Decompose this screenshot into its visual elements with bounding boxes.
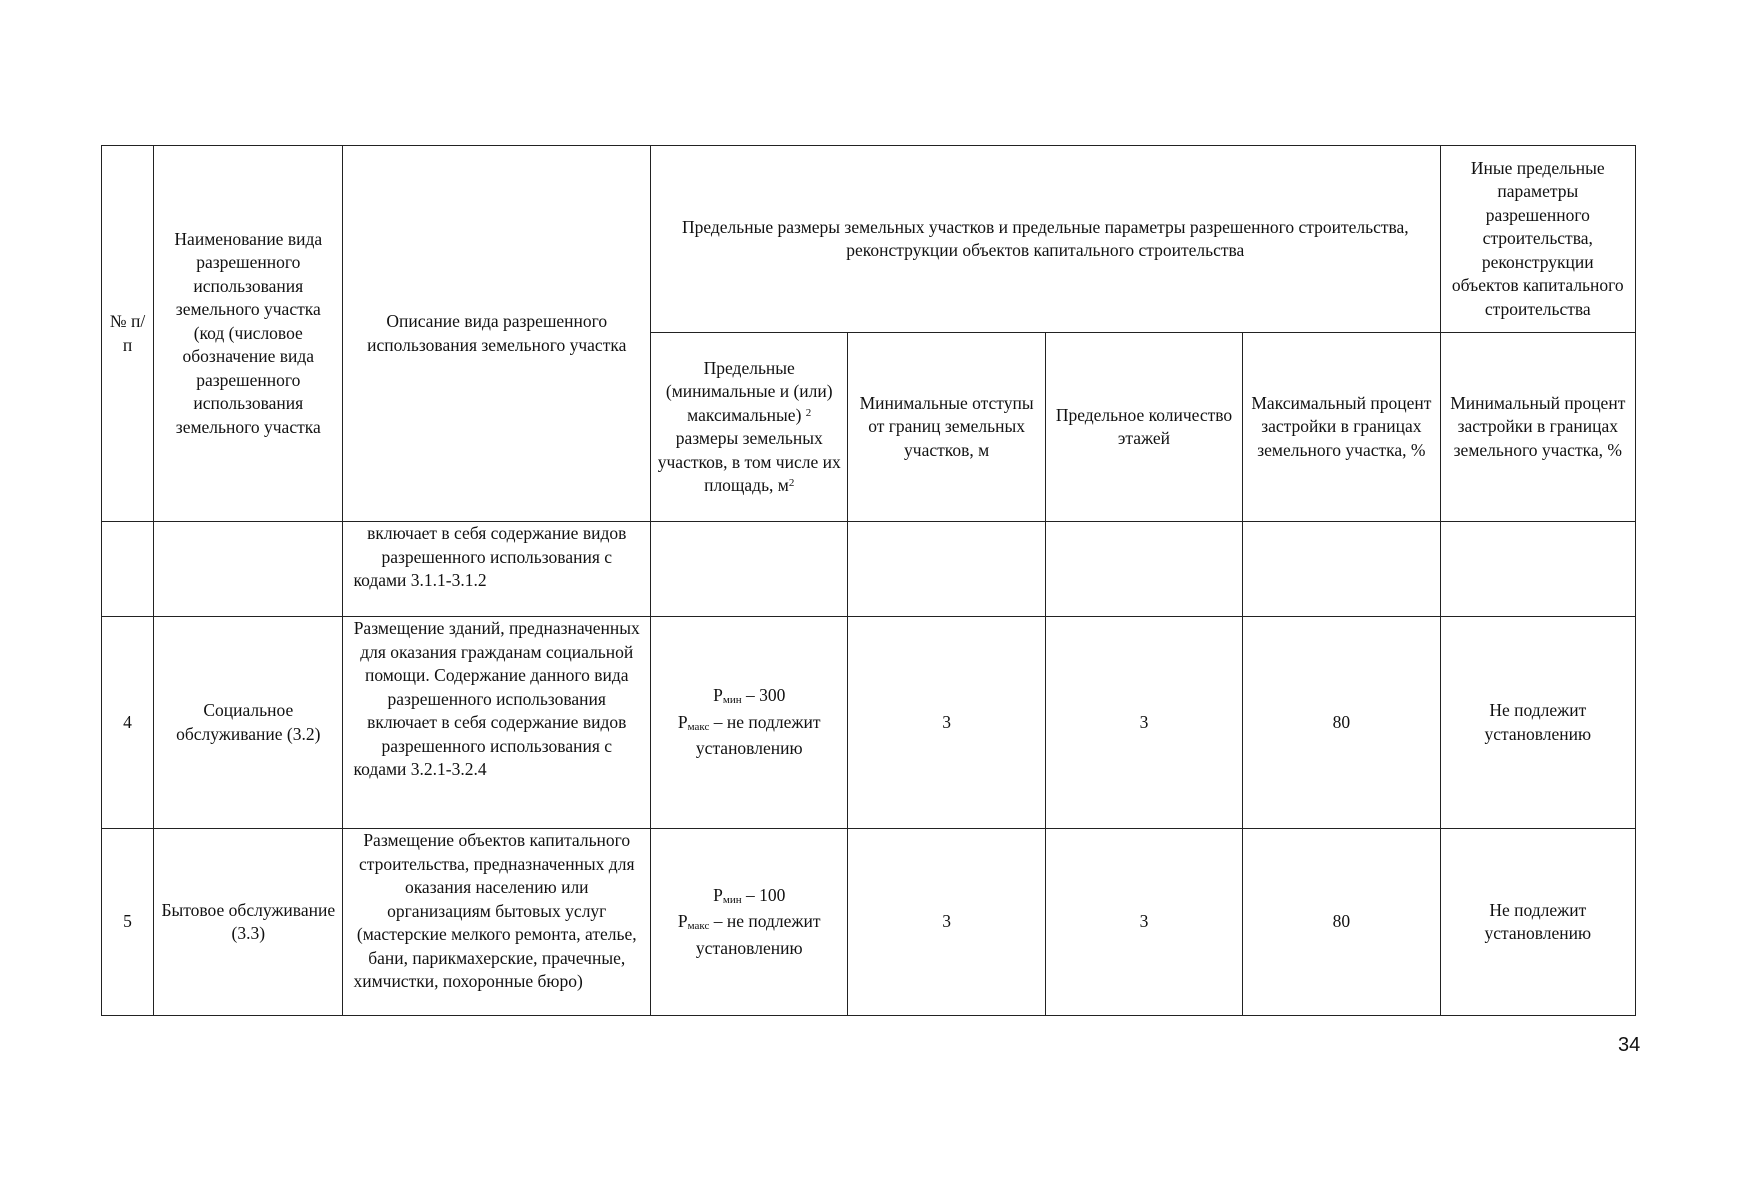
cell-size [651, 829, 848, 1016]
cell-desc: включает в себя содержание видов разрешенного использования с кодами 3.1.1-3.1.2 [343, 522, 651, 617]
header-setback: Минимальные отступы от границ земельных участков, м [848, 333, 1045, 522]
p-max-sub: макс [687, 920, 710, 933]
header-num: № п/п [102, 146, 154, 522]
header-size-footnote: 2 [805, 406, 812, 419]
header-floors: Предельное количество этажей [1045, 333, 1242, 522]
cell-min-build: Не подлежит установлению [1440, 829, 1635, 1016]
cell-setback: 3 [848, 617, 1045, 829]
table-row [102, 829, 1636, 1016]
p-max-value: – не подлежит установлению [695, 711, 821, 759]
cell-name: Социальное обслуживание (3.2) [154, 617, 343, 829]
cell-max-build: 80 [1243, 617, 1440, 829]
cell-min-build [1440, 522, 1635, 617]
cell-setback [848, 522, 1045, 617]
header-size-unit-sup: 2 [788, 477, 795, 489]
header-size [651, 333, 848, 522]
header-min-build: Минимальный процент застройки в границах земельного участка, % [1440, 333, 1635, 522]
cell-name: Бытовое обслуживание (3.3) [154, 829, 343, 1016]
header-group-other: Иные предельные параметры разрешенного строительства, реконструкции объектов капитального строительства [1440, 146, 1635, 333]
p-min-symbol: P [713, 685, 723, 706]
cell-name [154, 522, 343, 617]
header-name: Наименование вида разрешенного использования земельного участка (код (числовое обозначение вида разрешенного использования земельного участка [154, 146, 343, 522]
p-max-symbol: P [677, 711, 688, 732]
cell-min-build: Не подлежит установлению [1440, 617, 1635, 829]
cell-max-build [1243, 522, 1440, 617]
p-max-symbol: P [677, 911, 688, 932]
p-min-value: – 100 [741, 884, 786, 905]
cell-setback: 3 [848, 829, 1045, 1016]
cell-floors [1045, 522, 1242, 617]
cell-floors: 3 [1045, 617, 1242, 829]
cell-floors: 3 [1045, 829, 1242, 1016]
cell-num: 5 [102, 829, 154, 1016]
header-desc: Описание вида разрешенного использования земельного участка [343, 146, 651, 522]
cell-num [102, 522, 154, 617]
p-min-symbol: P [713, 884, 723, 905]
cell-desc: Размещение зданий, предназначенных для оказания гражданам социальной помощи. Содержание данного вида разрешенного использования включает в себя содержание видов разрешенного использования с кодами 3.2.1-3.2.4 [343, 617, 651, 829]
cell-size [651, 522, 848, 617]
page-number: 34 [1618, 1034, 1641, 1056]
header-size-post: размеры земельных участков, в том числе их площадь, м [657, 428, 841, 495]
cell-size [651, 617, 848, 829]
table-row [102, 617, 1636, 829]
header-size-pre: Предельные (минимальные и (или) максимальные) [665, 357, 833, 425]
table-row [102, 522, 1636, 617]
p-min-sub: мин [722, 893, 742, 906]
cell-num: 4 [102, 617, 154, 829]
p-max-sub: макс [687, 720, 710, 733]
header-group-limits: Предельные размеры земельных участков и предельные параметры разрешенного строительства, реконструкции объектов капитального строительства [651, 146, 1441, 333]
p-min-sub: мин [722, 694, 742, 707]
header-max-build: Максимальный процент застройки в границах земельного участка, % [1243, 333, 1440, 522]
zoning-table [101, 145, 1636, 1016]
p-min-value: – 300 [741, 685, 786, 706]
cell-desc: Размещение объектов капитального строительства, предназначенных для оказания населению или организациям бытовых услуг (мастерские мелкого ремонта, ателье, бани, парикмахерские, прачечные, химчистки, похоронные бюро) [343, 829, 651, 1016]
cell-max-build: 80 [1243, 829, 1440, 1016]
p-max-value: – не подлежит установлению [695, 911, 821, 958]
